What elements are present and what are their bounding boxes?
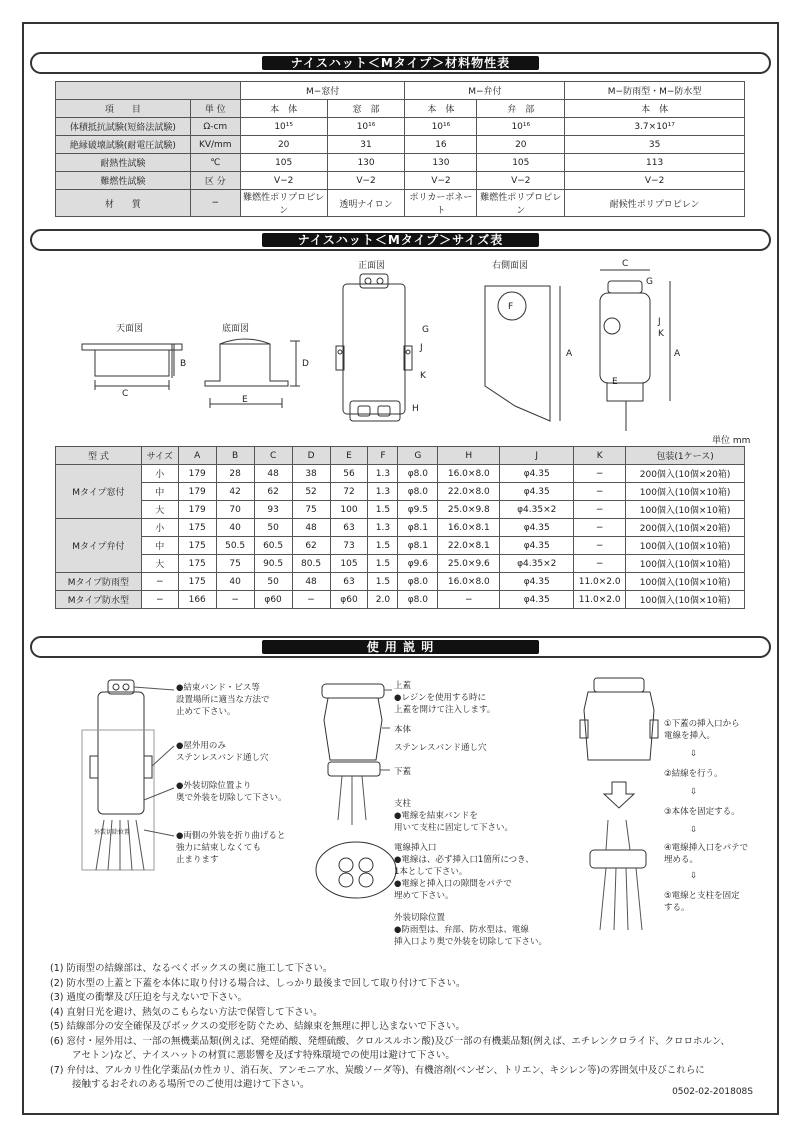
side-view-label: 右側面図 <box>492 261 529 271</box>
mat-cell: 10¹⁵ <box>240 118 327 136</box>
mat-group-window: M−窓付 <box>240 82 405 100</box>
usage-inlet-note: ●電線は、必ず挿入口1箇所につき、 1本として下さい。 ●電線と挿入口の隙間をパテで 埋めて下さい。 <box>394 855 534 901</box>
usage-cut-title: 外装切除位置 <box>394 913 446 923</box>
usage-bottom-lid-label: 下蓋 <box>394 767 412 777</box>
usage-inlet-title: 電線挿入口 <box>394 843 437 853</box>
note-7: (7) 弁付は、アルカリ性化学薬品(カ性カリ、消石灰、アンモニア水、炭酸ソーダ等)、有機溶剤(ベンゼン、トリエン、キシレン等)の雰囲気中及びこれらに <box>50 1064 705 1076</box>
usage-support-note: ●電線を結束バンドを 用いて支柱に固定して下さい。 <box>394 811 514 833</box>
svg-text:D: D <box>302 359 309 369</box>
size-cell: 1.3 <box>368 519 398 537</box>
size-cell: 179 <box>178 483 216 501</box>
size-cell: 小 <box>141 465 178 483</box>
size-cell: 90.5 <box>254 555 292 573</box>
mat-cell: 16 <box>405 136 477 154</box>
mat-group-rainproof: M−防雨型・M−防水型 <box>565 82 745 100</box>
mat-cell: 材 質 <box>56 190 191 217</box>
size-cell: φ8.1 <box>398 519 438 537</box>
mat-cell: 20 <box>477 136 565 154</box>
svg-text:K: K <box>420 371 426 381</box>
mat-cell: 130 <box>327 154 405 172</box>
usage-cut-tag: 外装切除位置 <box>94 829 131 836</box>
document-code: 0502-02-201808S <box>672 1087 753 1097</box>
mat-cell: 10¹⁶ <box>327 118 405 136</box>
bottom-view-outline <box>205 344 288 386</box>
svg-text:H: H <box>412 404 419 414</box>
mat-cell: 35 <box>565 136 745 154</box>
usage-support-title: 支柱 <box>394 799 412 809</box>
svg-text:B: B <box>180 359 187 369</box>
size-cell: 38 <box>292 465 330 483</box>
usage-arrow-1: ⇩ <box>690 749 698 759</box>
size-cell: − <box>574 519 626 537</box>
usage-top-lid <box>322 684 384 698</box>
svg-text:E: E <box>612 377 618 387</box>
size-cell: φ8.0 <box>398 483 438 501</box>
size-model: Mタイプ弁付 <box>56 519 142 573</box>
size-cell: 11.0×2.0 <box>574 573 626 591</box>
size-cell: 179 <box>178 501 216 519</box>
size-cell: 1.5 <box>368 501 398 519</box>
size-cell: 16.0×8.0 <box>438 465 500 483</box>
size-cell: 200個入(10個×20箱) <box>626 465 745 483</box>
size-cell: φ8.1 <box>398 537 438 555</box>
svg-text:J: J <box>658 317 661 327</box>
size-cell: φ8.0 <box>398 591 438 609</box>
size-cell: 80.5 <box>292 555 330 573</box>
size-row <box>56 555 745 573</box>
size-cell: 56 <box>330 465 368 483</box>
size-cell: φ4.35×2 <box>500 555 574 573</box>
size-cell: 100個入(10個×10箱) <box>626 483 745 501</box>
size-cell: 75 <box>292 501 330 519</box>
size-cell: 25.0×9.8 <box>438 501 500 519</box>
mat-cell: Ω-cm <box>190 118 240 136</box>
size-cell: 105 <box>330 555 368 573</box>
size-cell: − <box>574 483 626 501</box>
size-cell: − <box>574 465 626 483</box>
mat-cell: 130 <box>405 154 477 172</box>
size-cell: φ4.35 <box>500 465 574 483</box>
size-cell: 179 <box>178 465 216 483</box>
size-cell: 大 <box>141 555 178 573</box>
mat-cell: 透明ナイロン <box>327 190 405 217</box>
size-cell: 60.5 <box>254 537 292 555</box>
size-cell: − <box>574 501 626 519</box>
size-cell: 40 <box>216 573 254 591</box>
size-model: Mタイプ防水型 <box>56 591 142 609</box>
mat-row <box>56 190 745 217</box>
size-cell: φ4.35×2 <box>500 501 574 519</box>
size-cell: − <box>292 591 330 609</box>
size-cell: 50 <box>254 519 292 537</box>
size-header-8: G <box>398 447 438 465</box>
mat-cell: 3.7×10¹⁷ <box>565 118 745 136</box>
mat-cell: 10¹⁶ <box>405 118 477 136</box>
usage-main-body <box>324 698 382 760</box>
size-header-7: F <box>368 447 398 465</box>
mat-cell: ℃ <box>190 154 240 172</box>
unit-label: 単位 mm <box>712 436 751 446</box>
mat-cell: 区 分 <box>190 172 240 190</box>
note-5: (5) 結線部分の安全確保及びボックスの変形を防ぐため、結線束を無理に押し込まないで下さい。 <box>50 1021 466 1032</box>
usage-left-body <box>98 692 144 814</box>
size-header-11: K <box>574 447 626 465</box>
caution-notes <box>50 962 760 1093</box>
mat-cell: 難燃性ポリプロピレン <box>240 190 327 217</box>
size-model: Mタイプ窓付 <box>56 465 142 519</box>
mat-row <box>56 154 745 172</box>
size-cell: φ60 <box>254 591 292 609</box>
mat-row <box>56 136 745 154</box>
size-cell: 1.5 <box>368 555 398 573</box>
size-cell: 48 <box>292 573 330 591</box>
size-cell: 大 <box>141 501 178 519</box>
note-2: (2) 防水型の上蓋と下蓋を本体に取り付ける場合は、しっかり最後まで回して取り付けて下さい。 <box>50 977 466 989</box>
mat-cell: ポリカーボネート <box>405 190 477 217</box>
usage-cut-note: ●防雨型は、弁部、防水型は、電線 挿入口より奥で外装を切除して下さい。 <box>394 925 548 947</box>
size-model: Mタイプ防雨型 <box>56 573 142 591</box>
size-cell: 72 <box>330 483 368 501</box>
note-3: (3) 過度の衝撃及び圧迫を与えないで下さい。 <box>50 992 247 1003</box>
mat-header-2: 本 体 <box>240 100 327 118</box>
size-header-1: サイズ <box>141 447 178 465</box>
mat-row <box>56 172 745 190</box>
bottom-view-label: 底面図 <box>222 324 250 334</box>
size-cell: 100個入(10個×10箱) <box>626 501 745 519</box>
size-cell: 63 <box>330 519 368 537</box>
size-cell: 40 <box>216 519 254 537</box>
mat-group-valve: M−弁付 <box>405 82 565 100</box>
size-cell: 16.0×8.0 <box>438 573 500 591</box>
svg-text:C: C <box>122 389 129 399</box>
usage-inlet-ellipse <box>316 842 396 898</box>
size-cell: 28 <box>216 465 254 483</box>
usage-step-1: ①下蓋の挿入口から 電線を挿入。 <box>664 719 740 741</box>
size-cell: 1.5 <box>368 537 398 555</box>
size-cell: 小 <box>141 519 178 537</box>
usage-bottom-lid <box>328 762 380 776</box>
usage-body-label: 本体 <box>394 725 412 735</box>
usage-title: 使 用 説 明 <box>262 640 539 654</box>
size-cell: 11.0×2.0 <box>574 591 626 609</box>
svg-text:J: J <box>420 343 423 353</box>
svg-text:K: K <box>658 329 664 339</box>
mat-cell: 絶縁破壊試験(耐電圧試験) <box>56 136 191 154</box>
size-header-9: H <box>438 447 500 465</box>
size-row <box>56 537 745 555</box>
mat-header-4: 本 体 <box>405 100 477 118</box>
svg-text:C: C <box>622 259 629 269</box>
mat-cell: V−2 <box>240 172 327 190</box>
note-4: (4) 直射日光を避け、熱気のこもらない方法で保管して下さい。 <box>50 1006 323 1018</box>
size-cell: 62 <box>292 537 330 555</box>
mat-cell: 105 <box>240 154 327 172</box>
note-1: (1) 防雨型の結線部は、なるべくボックスの奥に施工して下さい。 <box>50 963 333 974</box>
size-cell: 73 <box>330 537 368 555</box>
size-cell: 166 <box>178 591 216 609</box>
size-cell: 50.5 <box>216 537 254 555</box>
size-cell: φ60 <box>330 591 368 609</box>
size-cell: 中 <box>141 483 178 501</box>
usage-step-2: ②結線を行う。 <box>664 769 723 779</box>
size-cell: 200個入(10個×20箱) <box>626 519 745 537</box>
size-cell: 52 <box>292 483 330 501</box>
usage-section-header <box>30 636 771 658</box>
svg-text:E: E <box>242 395 248 405</box>
materials-section-header <box>30 52 771 74</box>
size-header-5: D <box>292 447 330 465</box>
size-cell: 16.0×8.1 <box>438 519 500 537</box>
usage-step-3: ③本体を固定する。 <box>664 807 740 817</box>
side-view-outline <box>485 286 550 421</box>
mat-cell: V−2 <box>327 172 405 190</box>
size-header-6: E <box>330 447 368 465</box>
usage-left-note-2: ●屋外用のみ ステンレスバンド通し穴 <box>176 741 269 763</box>
size-cell: 中 <box>141 537 178 555</box>
size-cell: − <box>141 591 178 609</box>
usage-arrow-4: ⇩ <box>690 871 698 881</box>
size-cell: 63 <box>330 573 368 591</box>
svg-text:A: A <box>674 349 681 359</box>
usage-left-note-4: ●両側の外装を折り曲げると 強力に結束しなくても 止まります <box>176 831 286 865</box>
size-header-10: J <box>500 447 574 465</box>
size-cell: 22.0×8.1 <box>438 537 500 555</box>
mat-header-0: 項 目 <box>56 100 191 118</box>
size-cell: 70 <box>216 501 254 519</box>
svg-text:F: F <box>508 302 514 312</box>
size-table <box>55 446 745 609</box>
size-cell: − <box>574 537 626 555</box>
mat-cell: KV/mm <box>190 136 240 154</box>
size-cell: φ4.35 <box>500 537 574 555</box>
mat-header-1: 単 位 <box>190 100 240 118</box>
sizes-title: ナイスハット＜Mタイプ＞サイズ表 <box>262 233 539 247</box>
usage-arrow-2: ⇩ <box>690 787 698 797</box>
size-row <box>56 465 745 483</box>
usage-top-lid-label: 上蓋 <box>394 681 412 691</box>
size-cell: 100個入(10個×10箱) <box>626 573 745 591</box>
front-view-body <box>343 284 405 414</box>
size-header-3: B <box>216 447 254 465</box>
mat-cell: 113 <box>565 154 745 172</box>
sizes-section-header <box>30 229 771 251</box>
size-header-4: C <box>254 447 292 465</box>
size-cell: − <box>141 573 178 591</box>
mat-cell: 耐熱性試験 <box>56 154 191 172</box>
size-cell: φ9.5 <box>398 501 438 519</box>
size-cell: 175 <box>178 537 216 555</box>
size-cell: φ4.35 <box>500 483 574 501</box>
size-cell: φ9.6 <box>398 555 438 573</box>
size-cell: 100個入(10個×10箱) <box>626 537 745 555</box>
note-6: (6) 窓付・屋外用は、一部の無機薬品類(例えば、発煙硝酸、発煙硫酸、クロルスルホン酸)及び一部の有機薬品類(例えば、エチレンクロライド、クロロホルン、 <box>50 1035 731 1047</box>
size-cell: 1.3 <box>368 465 398 483</box>
mat-row <box>56 118 745 136</box>
top-view-body <box>95 350 169 376</box>
mat-cell: V−2 <box>477 172 565 190</box>
mat-cell: 10¹⁶ <box>477 118 565 136</box>
materials-table <box>55 81 745 217</box>
top-view-label: 天面図 <box>116 324 144 334</box>
size-cell: φ8.0 <box>398 465 438 483</box>
mat-cell: 体積抵抗試験(短絡法試験) <box>56 118 191 136</box>
mat-cell: V−2 <box>405 172 477 190</box>
mat-cell: 難燃性試験 <box>56 172 191 190</box>
waterproof-view-body <box>600 293 650 383</box>
usage-left-note-3: ●外装切除位置より 奥で外装を切除して下さい。 <box>176 781 287 803</box>
usage-arrow-3: ⇩ <box>690 825 698 835</box>
svg-text:A: A <box>566 349 573 359</box>
size-cell: − <box>216 591 254 609</box>
size-cell: 175 <box>178 519 216 537</box>
size-cell: 62 <box>254 483 292 501</box>
size-cell: φ4.35 <box>500 573 574 591</box>
mat-cell: V−2 <box>565 172 745 190</box>
usage-left-note-1: ●結束バンド・ビス等 設置場所に適当な方法で 止めて下さい。 <box>176 683 270 717</box>
size-cell: 22.0×8.0 <box>438 483 500 501</box>
size-cell: 50 <box>254 573 292 591</box>
mat-cell: 耐候性ポリプロピレン <box>565 190 745 217</box>
size-diagrams <box>60 256 750 444</box>
size-cell: 1.3 <box>368 483 398 501</box>
usage-resin-note: ●レジンを使用する時に 上蓋を開けて注入します。 <box>394 693 496 715</box>
svg-text:G: G <box>422 325 429 335</box>
size-cell: 25.0×9.6 <box>438 555 500 573</box>
size-cell: 100個入(10個×10箱) <box>626 555 745 573</box>
materials-title: ナイスハット＜Mタイプ＞材料物性表 <box>262 56 539 70</box>
size-cell: φ4.35 <box>500 591 574 609</box>
size-row <box>56 519 745 537</box>
mat-header-6: 本 体 <box>565 100 745 118</box>
note-7-cont: 接触するおそれのある場所でのご使用は避けて下さい。 <box>72 1079 310 1090</box>
note-6-cont: アセトン)など、ナイスハットの材質に悪影響を及ぼす特殊環境での使用は避けて下さい。 <box>72 1050 455 1061</box>
size-cell: 100 <box>330 501 368 519</box>
size-cell: 175 <box>178 573 216 591</box>
usage-band-hole-label: ステンレスバンド通し穴 <box>394 743 487 753</box>
size-cell: 2.0 <box>368 591 398 609</box>
mat-cell: − <box>190 190 240 217</box>
usage-step-5: ⑤電線と支柱を固定 する。 <box>664 891 740 913</box>
mat-header-3: 窓 部 <box>327 100 405 118</box>
size-header-0: 型 式 <box>56 447 142 465</box>
size-cell: φ8.0 <box>398 573 438 591</box>
size-cell: 48 <box>254 465 292 483</box>
usage-step-4: ④電線挿入口をパテで 埋める。 <box>664 843 749 865</box>
size-cell: φ4.35 <box>500 519 574 537</box>
size-row <box>56 591 745 609</box>
mat-cell: 105 <box>477 154 565 172</box>
size-cell: 42 <box>216 483 254 501</box>
size-cell: 175 <box>178 555 216 573</box>
size-header-2: A <box>178 447 216 465</box>
front-view-label: 正面図 <box>358 261 386 271</box>
size-row <box>56 501 745 519</box>
size-cell: 48 <box>292 519 330 537</box>
size-cell: 75 <box>216 555 254 573</box>
size-row <box>56 483 745 501</box>
size-cell: 100個入(10個×10箱) <box>626 591 745 609</box>
size-cell: − <box>438 591 500 609</box>
svg-text:G: G <box>646 277 653 287</box>
size-cell: 93 <box>254 501 292 519</box>
mat-cell: 31 <box>327 136 405 154</box>
mat-cell: 20 <box>240 136 327 154</box>
size-cell: 1.5 <box>368 573 398 591</box>
size-header-12: 包装(1ケース) <box>626 447 745 465</box>
mat-cell: 難燃性ポリプロピレン <box>477 190 565 217</box>
top-view-flange <box>82 344 182 350</box>
size-row <box>56 573 745 591</box>
mat-header-5: 弁 部 <box>477 100 565 118</box>
size-cell: − <box>574 555 626 573</box>
